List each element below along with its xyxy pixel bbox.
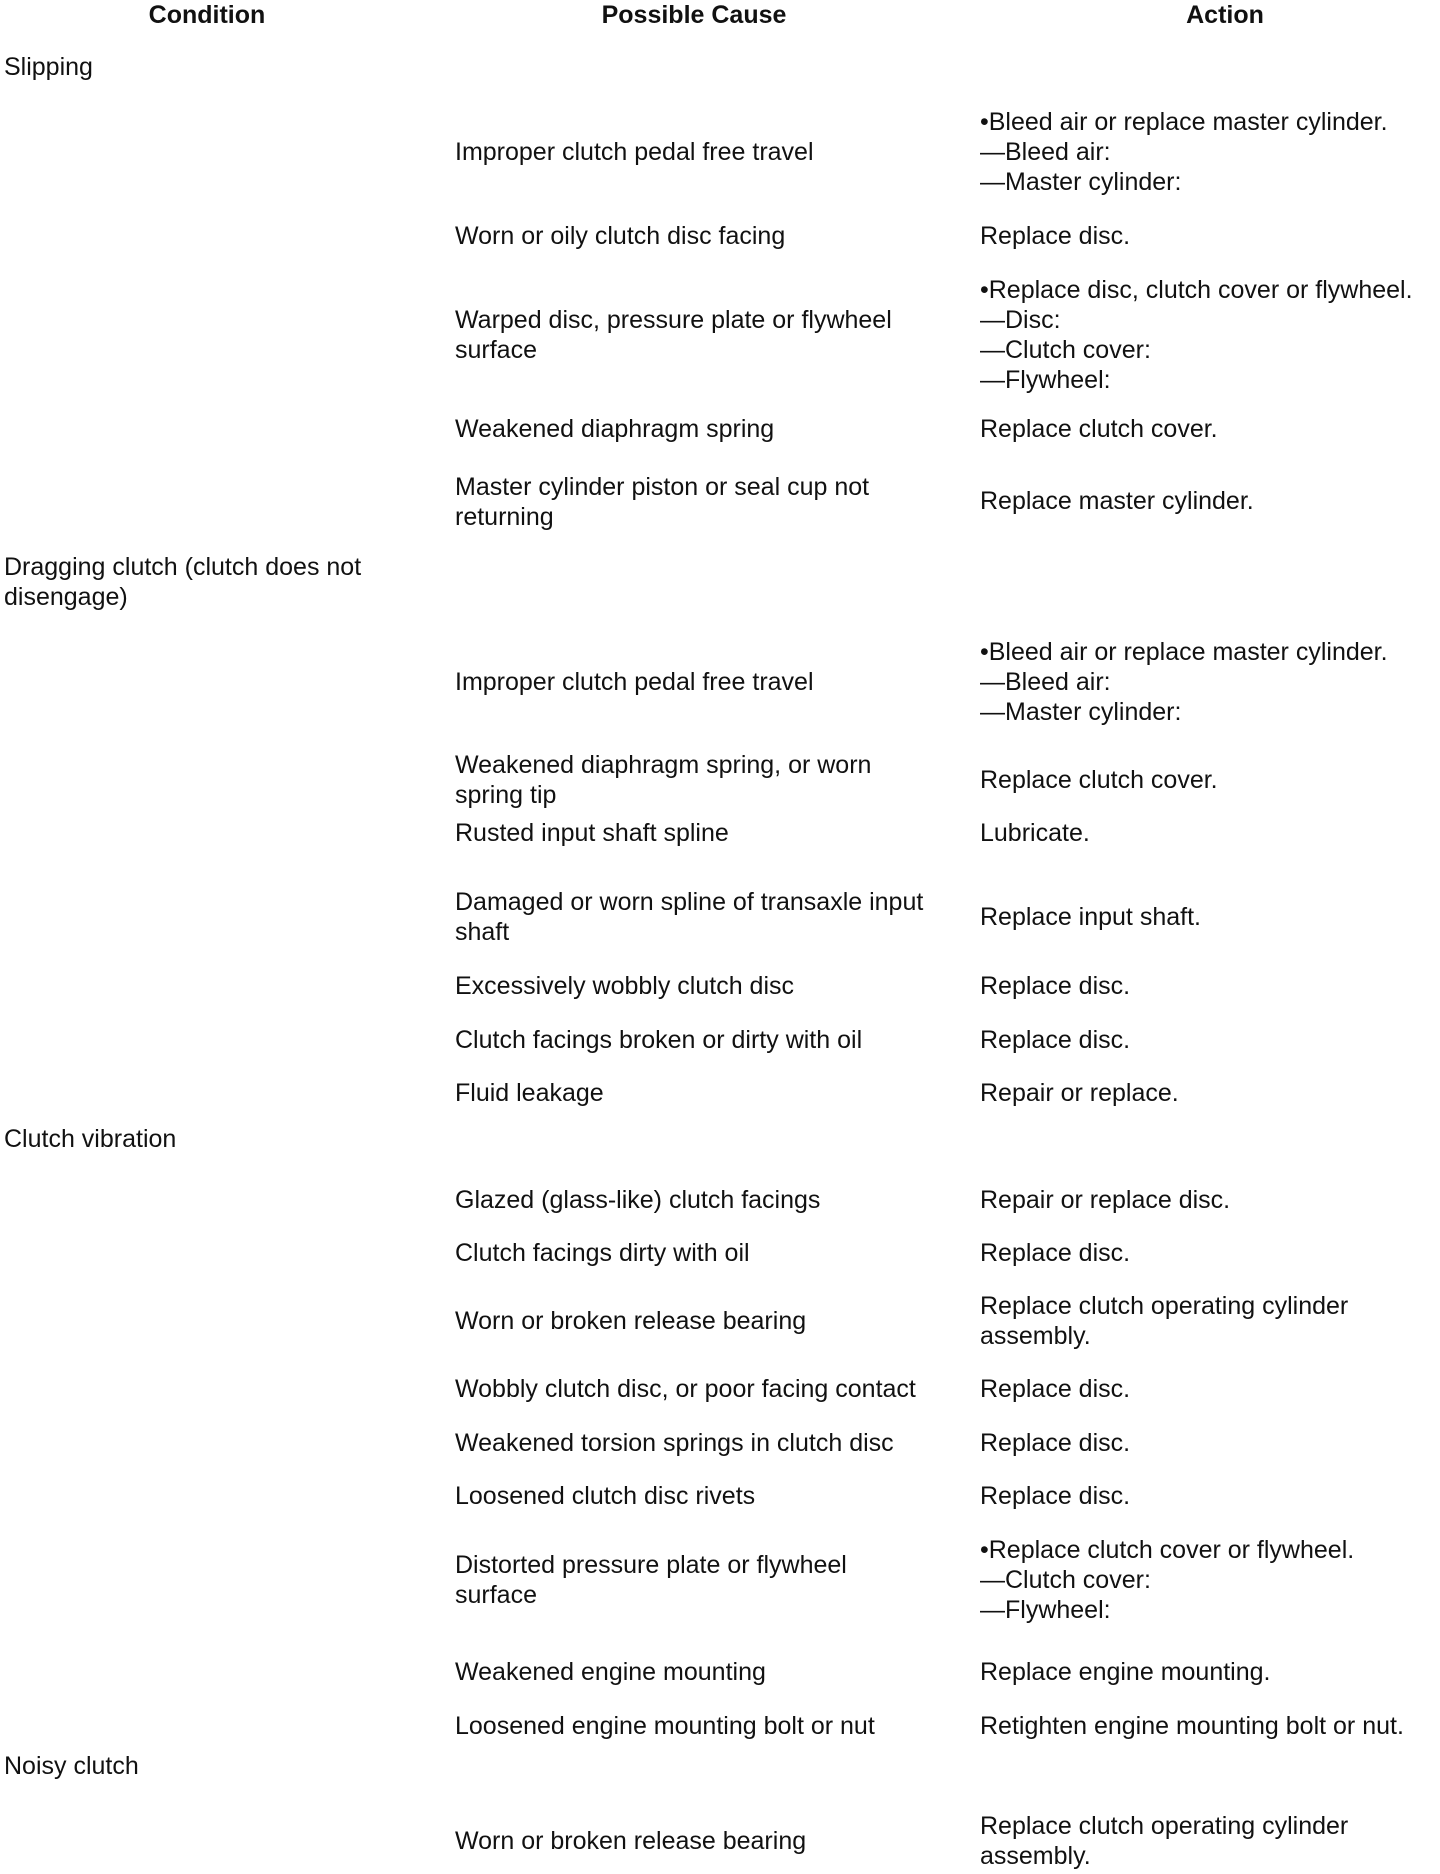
cause-line: Weakened diaphragm spring — [455, 415, 775, 443]
condition-label — [4, 52, 384, 82]
action-line: Replace disc. — [980, 1026, 1131, 1054]
possible-cause — [455, 887, 955, 947]
action-line: Retighten engine mounting bolt or nut. — [980, 1712, 1404, 1740]
cause-line: Distorted pressure plate or flywheel — [455, 1551, 847, 1579]
condition-line: disengage) — [4, 583, 128, 611]
action-line: Replace input shaft. — [980, 903, 1201, 931]
action-line: Replace master cylinder. — [980, 487, 1254, 515]
cause-line: Excessively wobbly clutch disc — [455, 972, 795, 1000]
possible-cause — [455, 1185, 955, 1215]
possible-cause — [455, 1078, 955, 1108]
cause-line: Improper clutch pedal free travel — [455, 138, 814, 166]
action-line: —Master cylinder: — [980, 698, 1182, 726]
possible-cause — [455, 1025, 955, 1055]
action — [980, 902, 1430, 932]
possible-cause — [455, 1428, 955, 1458]
possible-cause — [455, 1657, 955, 1687]
possible-cause — [455, 472, 955, 532]
cause-line: shaft — [455, 918, 510, 946]
action — [980, 414, 1430, 444]
condition-line: Slipping — [4, 53, 93, 81]
action-line: —Flywheel: — [980, 1596, 1111, 1624]
action-line: Replace clutch operating cylinder — [980, 1292, 1349, 1320]
possible-cause — [455, 1481, 955, 1511]
cause-line: Improper clutch pedal free travel — [455, 668, 814, 696]
action — [980, 1374, 1430, 1404]
possible-cause — [455, 1550, 955, 1610]
condition-line: Dragging clutch (clutch does not — [4, 553, 362, 581]
cause-line: Wobbly clutch disc, or poor facing contact — [455, 1375, 916, 1403]
possible-cause — [455, 221, 955, 251]
action-line: •Bleed air or replace master cylinder. — [980, 638, 1388, 666]
action-line: Lubricate. — [980, 819, 1090, 847]
action — [980, 1811, 1430, 1871]
action-line: —Master cylinder: — [980, 168, 1182, 196]
action — [980, 1078, 1430, 1108]
cause-line: Damaged or worn spline of transaxle input — [455, 888, 924, 916]
action — [980, 1025, 1430, 1055]
action-line: •Replace disc, clutch cover or flywheel. — [980, 276, 1413, 304]
action-line: Replace engine mounting. — [980, 1658, 1271, 1686]
action-line: Replace disc. — [980, 972, 1131, 1000]
cause-line: surface — [455, 1581, 537, 1609]
action-line: •Replace clutch cover or flywheel. — [980, 1536, 1355, 1564]
cause-line: Master cylinder piston or seal cup not — [455, 473, 870, 501]
cause-line: Worn or broken release bearing — [455, 1307, 807, 1335]
action-line: assembly. — [980, 1322, 1091, 1350]
action-line: —Clutch cover: — [980, 336, 1151, 364]
action — [980, 221, 1430, 251]
action-line: Replace disc. — [980, 222, 1131, 250]
action — [980, 637, 1430, 727]
action-line: —Disc: — [980, 306, 1061, 334]
cause-line: spring tip — [455, 781, 557, 809]
condition-line: Clutch vibration — [4, 1125, 177, 1153]
cause-line: Fluid leakage — [455, 1079, 604, 1107]
possible-cause — [455, 1306, 955, 1336]
action — [980, 1291, 1430, 1351]
action — [980, 971, 1430, 1001]
cause-line: Clutch facings dirty with oil — [455, 1239, 750, 1267]
possible-cause — [455, 1711, 955, 1741]
header-possible-cause: Possible Cause — [601, 1, 787, 29]
cause-line: Weakened torsion springs in clutch disc — [455, 1429, 894, 1457]
cause-line: Clutch facings broken or dirty with oil — [455, 1026, 863, 1054]
condition-label — [4, 552, 384, 612]
possible-cause — [455, 1374, 955, 1404]
cause-line: surface — [455, 336, 537, 364]
action-line: Repair or replace. — [980, 1079, 1179, 1107]
condition-label — [4, 1124, 384, 1154]
action-line: Replace disc. — [980, 1375, 1131, 1403]
cause-line: Rusted input shaft spline — [455, 819, 729, 847]
action-line: —Clutch cover: — [980, 1566, 1151, 1594]
action — [980, 1535, 1430, 1625]
action-line: Replace disc. — [980, 1482, 1131, 1510]
action-line: Replace disc. — [980, 1239, 1131, 1267]
possible-cause — [455, 971, 955, 1001]
header-condition: Condition — [148, 1, 266, 29]
possible-cause — [455, 305, 955, 365]
action — [980, 1238, 1430, 1268]
possible-cause — [455, 1238, 955, 1268]
action — [980, 1481, 1430, 1511]
cause-line: returning — [455, 503, 554, 531]
condition-line: Noisy clutch — [4, 1752, 139, 1780]
cause-line: Worn or oily clutch disc facing — [455, 222, 786, 250]
action-line: —Bleed air: — [980, 138, 1111, 166]
cause-line: Weakened engine mounting — [455, 1658, 766, 1686]
action — [980, 1185, 1430, 1215]
condition-label — [4, 1751, 384, 1781]
cause-line: Glazed (glass-like) clutch facings — [455, 1186, 821, 1214]
possible-cause — [455, 137, 955, 167]
action — [980, 107, 1430, 197]
action-line: Replace disc. — [980, 1429, 1131, 1457]
action — [980, 1711, 1430, 1741]
action-line: Replace clutch cover. — [980, 766, 1218, 794]
cause-line: Worn or broken release bearing — [455, 1827, 807, 1855]
action-line: Repair or replace disc. — [980, 1186, 1231, 1214]
cause-line: Loosened engine mounting bolt or nut — [455, 1712, 875, 1740]
action — [980, 1657, 1430, 1687]
action-line: —Bleed air: — [980, 668, 1111, 696]
action-line: Replace clutch operating cylinder — [980, 1812, 1349, 1840]
action-line: Replace clutch cover. — [980, 415, 1218, 443]
action-line: •Bleed air or replace master cylinder. — [980, 108, 1388, 136]
possible-cause — [455, 1826, 955, 1856]
cause-line: Loosened clutch disc rivets — [455, 1482, 756, 1510]
action-line: —Flywheel: — [980, 366, 1111, 394]
cause-line: Weakened diaphragm spring, or worn — [455, 751, 872, 779]
action — [980, 818, 1430, 848]
action — [980, 765, 1430, 795]
possible-cause — [455, 750, 955, 810]
action — [980, 275, 1430, 395]
header-action: Action — [1186, 1, 1264, 29]
possible-cause — [455, 414, 955, 444]
action — [980, 486, 1430, 516]
action-line: assembly. — [980, 1842, 1091, 1870]
possible-cause — [455, 667, 955, 697]
action — [980, 1428, 1430, 1458]
cause-line: Warped disc, pressure plate or flywheel — [455, 306, 892, 334]
possible-cause — [455, 818, 955, 848]
